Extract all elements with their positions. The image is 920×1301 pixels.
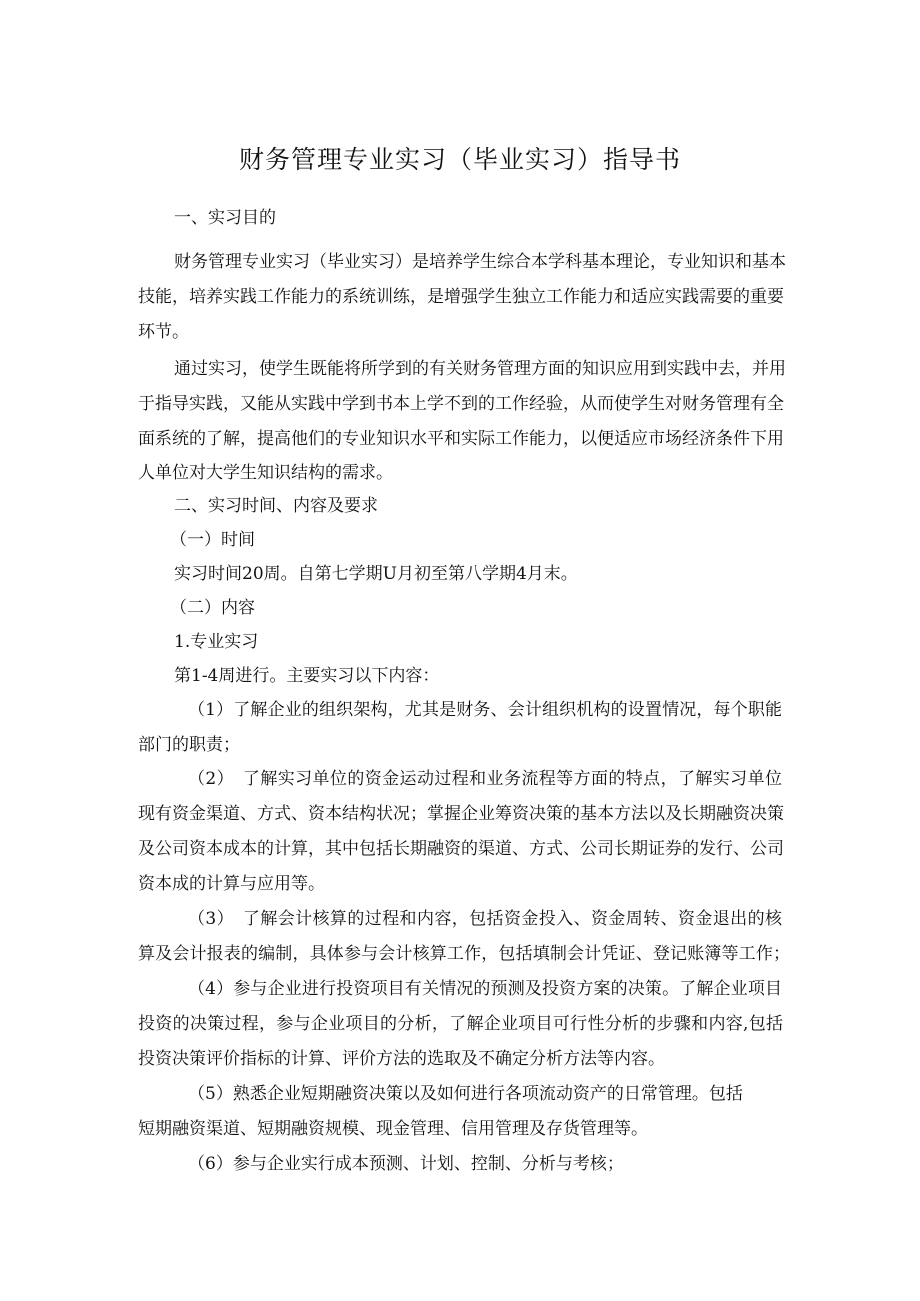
subheading-time: （一）时间 <box>170 530 255 550</box>
list-item-line: （4）参与企业进行投资项目有关情况的预测及投资方案的决策。了解企业项目 <box>188 979 782 999</box>
paragraph-line: 人单位对大学生知识结构的需求。 <box>138 463 393 483</box>
paragraph-line: 环节。 <box>138 322 189 342</box>
list-item-line: 短期融资渠道、短期融资规模、现金管理、信用管理及存货管理等。 <box>138 1119 648 1139</box>
list-item-line: 投资决策评价指标的计算、评价方法的选取及不确定分析方法等内容。 <box>138 1049 665 1069</box>
subheading-content: （二）内容 <box>170 598 255 618</box>
section-heading-purpose: 一、实习目的 <box>174 208 276 228</box>
paragraph-line: 于指导实践，又能从实践中学到书本上学不到的工作经验，从而使学生对财务管理有全 <box>138 394 784 414</box>
subheading-professional-practice: 1.专业实习 <box>174 632 259 652</box>
paragraph-line: 通过实习，使学生既能将所学到的有关财务管理方面的知识应用到实践中去，并用 <box>174 359 786 379</box>
list-item-line: （2） 了解实习单位的资金运动过程和业务流程等方面的特点，了解实习单位 <box>188 769 782 789</box>
list-item-line: （3） 了解会计核算的过程和内容，包括资金投入、资金周转、资金退出的核 <box>188 909 782 929</box>
paragraph-line: 技能，培养实践工作能力的系统训练，是增强学生独立工作能力和适应实践需要的重要 <box>138 287 784 307</box>
list-item-line: （6）参与企业实行成本预测、计划、控制、分析与考核； <box>188 1154 624 1174</box>
document-title: 财务管理专业实习（毕业实习）指导书 <box>238 145 681 174</box>
list-item-line: 投资的决策过程，参与企业项目的分析，了解企业项目可行性分析的步骤和内容,包括 <box>138 1014 783 1034</box>
paragraph-line: 面系统的了解，提高他们的专业知识水平和实际工作能力，以便适应市场经济条件下用 <box>138 429 784 449</box>
list-item-line: 算及会计报表的编制，具体参与会计核算工作，包括填制会计凭证、登记账簿等工作； <box>138 944 790 964</box>
list-item-line: 及公司资本成本的计算，其中包括长期融资的渠道、方式、公司长期证券的发行、公司 <box>138 839 784 859</box>
paragraph-line: 第1-4周进行。主要实习以下内容： <box>174 666 440 686</box>
paragraph-line: 实习时间20周。自第七学期U月初至第八学期4月末。 <box>174 564 578 584</box>
list-item-line: 部门的职责； <box>138 735 240 755</box>
list-item-line: （1）了解企业的组织架构，尤其是财务、会计组织机构的设置情况，每个职能 <box>188 700 782 720</box>
list-item-line: 现有资金渠道、方式、资本结构状况；掌握企业筹资决策的基本方法以及长期融资决策 <box>138 804 784 824</box>
list-item-line: （5）熟悉企业短期融资决策以及如何进行各项流动资产的日常管理。包括 <box>188 1084 743 1104</box>
list-item-line: 资本成的计算与应用等。 <box>138 874 325 894</box>
paragraph-line: 财务管理专业实习（毕业实习）是培养学生综合本学科基本理论，专业知识和基本 <box>174 252 786 272</box>
section-heading-time-content: 二、实习时间、内容及要求 <box>174 496 378 516</box>
